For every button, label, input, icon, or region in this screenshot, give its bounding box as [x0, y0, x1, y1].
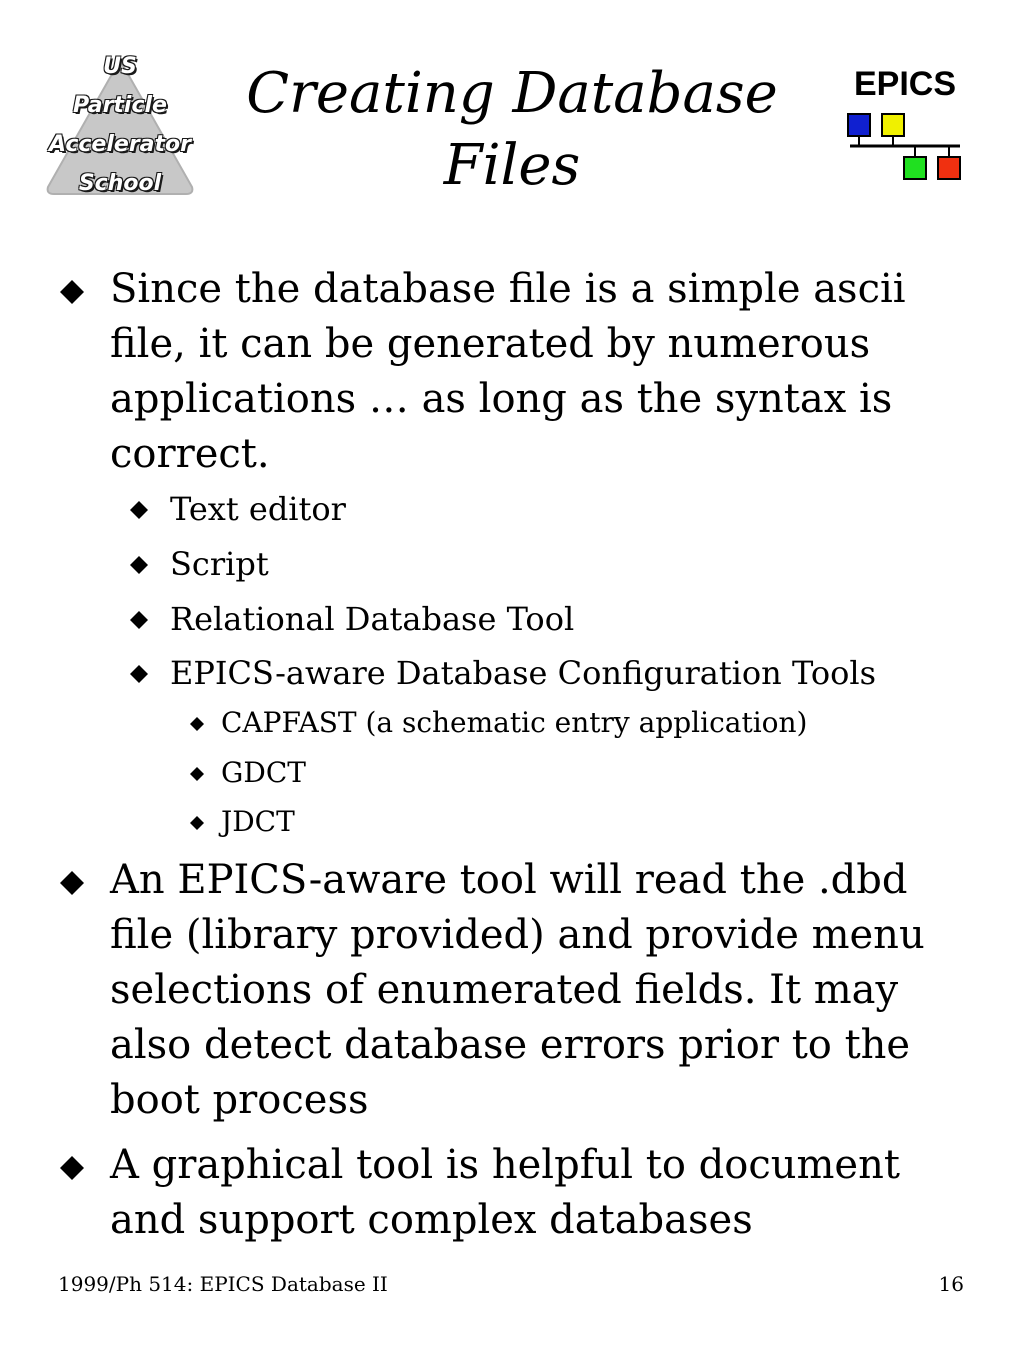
diamond-bullet-icon — [130, 665, 148, 683]
slide-title — [240, 58, 784, 202]
bullet-text: CAPFAST (a schematic entry application) — [221, 706, 808, 739]
diamond-bullet-icon — [190, 717, 204, 731]
logo-line: Particle — [73, 93, 167, 118]
bullet-level-3 — [190, 805, 990, 839]
bullet-text: Relational Database Tool — [170, 600, 575, 638]
bullet-level-2 — [130, 653, 990, 693]
logo-square-blue — [848, 114, 870, 136]
title-line: Files — [443, 133, 581, 198]
diamond-bullet-icon — [60, 1156, 84, 1180]
bullet-level-3 — [190, 756, 990, 790]
logo-line: School — [78, 171, 162, 196]
bullet-text: An EPICS-aware tool will read the .dbd file (library provided) and provide menu selections of enumerated fields. It may also detect database errors prior to the boot process — [110, 857, 925, 1123]
bullet-level-3 — [190, 706, 990, 740]
title-line: Creating Database — [246, 61, 778, 126]
logo-line: US — [103, 54, 137, 79]
bullet-text: Script — [170, 545, 269, 583]
bullet-text: Text editor — [170, 490, 346, 528]
logo-square-green — [904, 157, 926, 179]
diamond-bullet-icon — [60, 280, 84, 304]
logo-square-yellow — [882, 114, 904, 136]
logo-line: Accelerator — [49, 132, 191, 157]
bullet-level-2 — [130, 599, 990, 639]
bullet-text: Since the database file is a simple ascii file, it can be generated by numerous applications … as long as the syntax is correct. — [110, 266, 906, 477]
bullet-text: JDCT — [221, 805, 295, 838]
bullet-level-2 — [130, 544, 990, 584]
diamond-bullet-icon — [190, 767, 204, 781]
diamond-bullet-icon — [130, 611, 148, 629]
bullet-text: EPICS-aware Database Configuration Tools — [170, 654, 876, 692]
epics-logo-text: EPICS — [853, 65, 957, 103]
uspas-logo — [40, 52, 200, 202]
bullet-level-1 — [60, 853, 980, 1128]
bullet-level-1 — [60, 1138, 980, 1248]
network-diagram-icon — [846, 112, 964, 182]
bullet-text: A graphical tool is helpful to document and support complex databases — [110, 1142, 900, 1243]
diamond-bullet-icon — [190, 816, 204, 830]
diamond-bullet-icon — [130, 501, 148, 519]
footer-course-label: 1999/Ph 514: EPICS Database II — [58, 1272, 388, 1296]
bullet-level-1 — [60, 262, 980, 482]
logo-square-red — [938, 157, 960, 179]
diamond-bullet-icon — [130, 556, 148, 574]
bullet-text: GDCT — [221, 756, 306, 789]
diamond-bullet-icon — [60, 871, 84, 895]
footer-page-number: 16 — [938, 1272, 964, 1296]
bullet-level-2 — [130, 489, 990, 529]
epics-logo — [846, 64, 964, 184]
